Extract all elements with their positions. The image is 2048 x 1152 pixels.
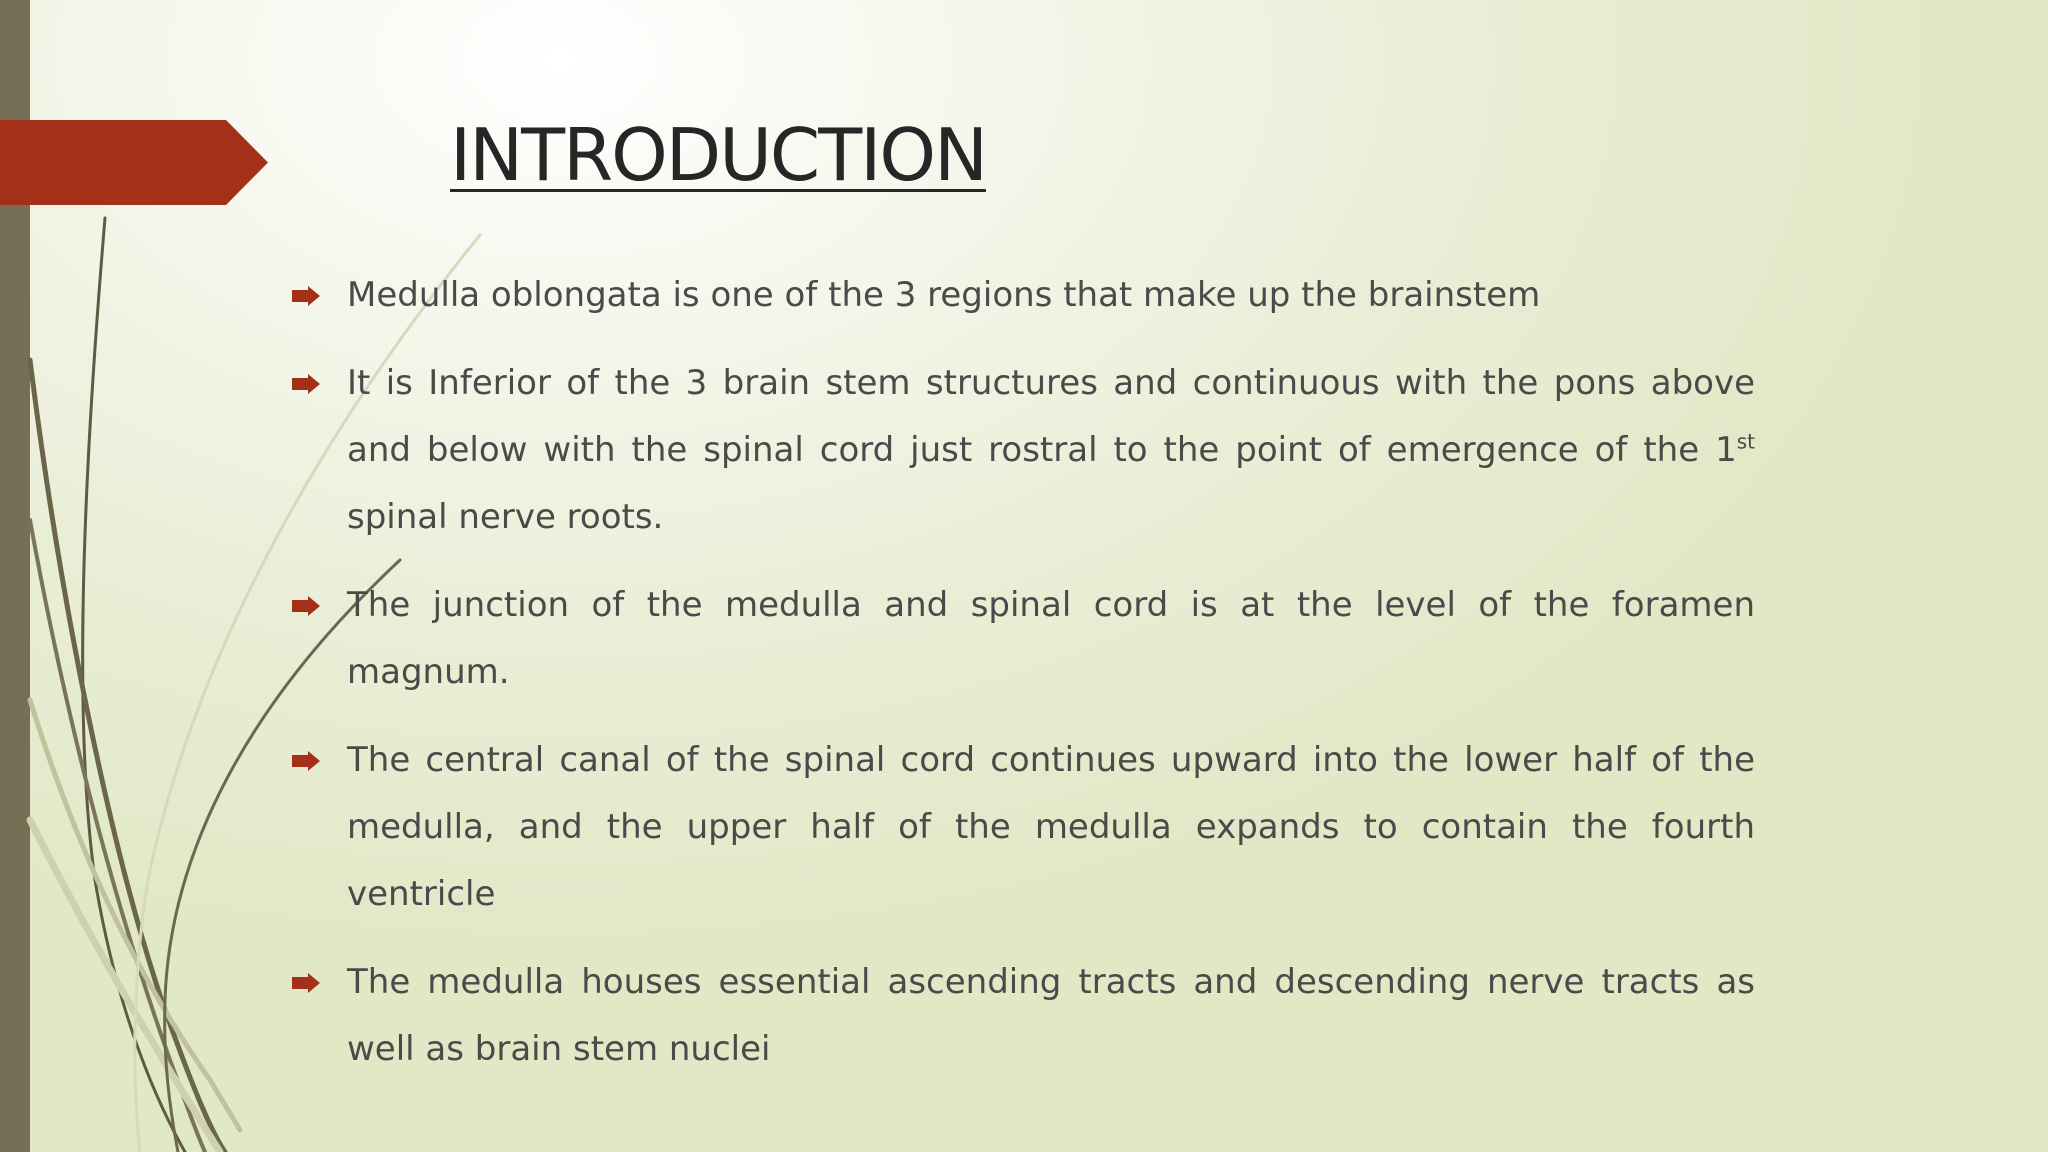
bullet-text: It is Inferior of the 3 brain stem structures and continuous with the pons above and below with the spinal cord just rostral to the point of emergence of the 1st spinal nerve roots. [347,363,1755,537]
slide-title: INTRODUCTION [450,113,986,197]
superscript: st [1736,429,1755,454]
title-accent-arrow [0,120,268,205]
right-arrow-bullet-icon [292,596,320,616]
bullet-item [290,572,1755,706]
bullet-text: The medulla houses essential ascending tracts and descending nerve tracts as well as brain stem nuclei [347,962,1755,1069]
bullet-item [290,262,1755,329]
bullet-item [290,727,1755,928]
bullet-text: The central canal of the spinal cord continues upward into the lower half of the medulla, and the upper half of the medulla expands to contain the fourth ventricle [347,740,1755,914]
right-arrow-bullet-icon [292,374,320,394]
right-arrow-bullet-icon [292,751,320,771]
bullet-item [290,949,1755,1083]
bullet-list [290,262,1755,1104]
bullet-item [290,350,1755,551]
bullet-text: The junction of the medulla and spinal cord is at the level of the foramen magnum. [347,585,1755,692]
bullet-text: Medulla oblongata is one of the 3 regions that make up the brainstem [347,275,1541,315]
right-arrow-bullet-icon [292,286,320,306]
right-arrow-bullet-icon [292,973,320,993]
